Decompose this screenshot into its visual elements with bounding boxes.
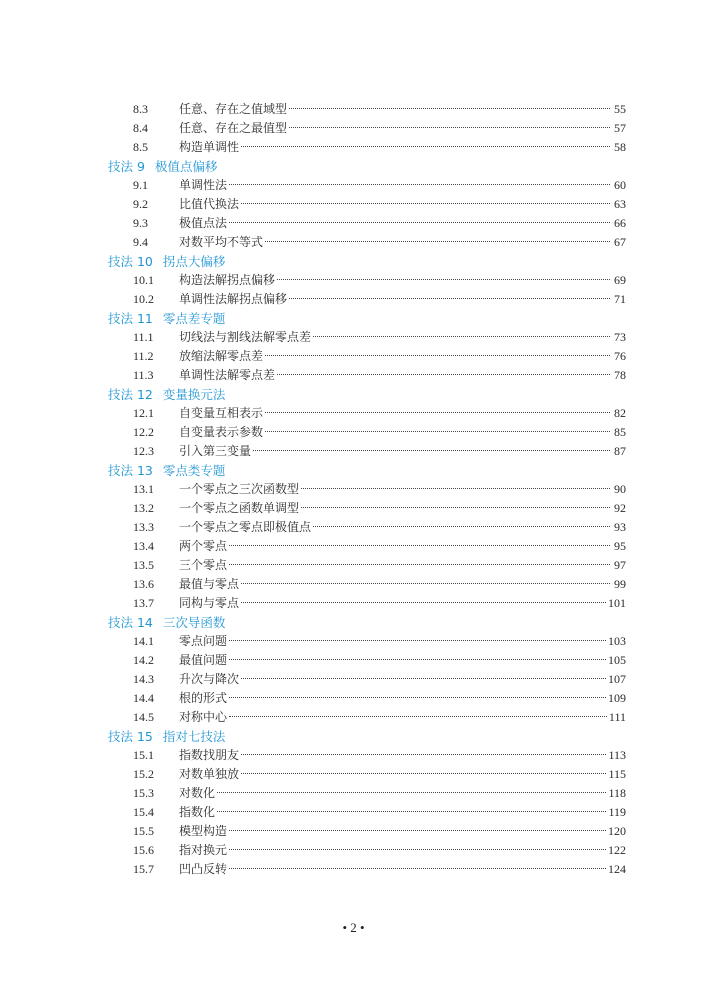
entry-title: 指对换元 [179,843,228,857]
dot-leader [217,811,606,812]
entry-title: 任意、存在之最值型 [179,121,288,135]
entry-page-number: 90 [614,482,626,496]
section-title: 变量换元法 [162,387,226,402]
section-title: 三次导函数 [162,615,226,630]
dot-leader [277,279,610,280]
entry-page-number: 85 [614,425,626,439]
entry-page-number: 95 [614,539,626,553]
entry-number: 12.3 [133,444,154,458]
entry-number: 15.7 [133,862,154,876]
section-title: 指对七技法 [162,729,226,744]
entry-number: 13.1 [133,482,154,496]
entry-number: 9.4 [133,235,148,249]
entry-title: 比值代换法 [179,197,240,211]
dot-leader [289,108,610,109]
toc-entry [108,100,626,119]
table-of-contents [108,100,626,879]
toc-entry [108,746,626,765]
entry-title: 凹凸反转 [179,862,228,876]
entry-title: 单调性法解拐点偏移 [179,292,288,306]
entry-page-number: 107 [608,672,626,686]
entry-page-number: 118 [608,786,626,800]
entry-title: 自变量互相表示 [179,406,264,420]
entry-title: 切线法与割线法解零点差 [179,330,312,344]
dot-leader [241,602,606,603]
dot-leader [229,716,607,717]
entry-number: 14.1 [133,634,154,648]
toc-entry [108,860,626,879]
toc-entry [108,480,626,499]
entry-page-number: 124 [608,862,626,876]
dot-leader [229,222,610,223]
entry-number: 13.7 [133,596,154,610]
entry-title: 三个零点 [179,558,228,572]
toc-entry [108,670,626,689]
toc-entry [108,499,626,518]
section-label: 技法 14 [108,615,153,630]
toc-entry [108,822,626,841]
toc-entry [108,176,626,195]
entry-page-number: 63 [614,197,626,211]
entry-page-number: 66 [614,216,626,230]
entry-page-number: 78 [614,368,626,382]
entry-title: 一个零点之三次函数型 [179,482,300,496]
dot-leader [229,184,610,185]
entry-page-number: 60 [614,178,626,192]
section-label: 技法 15 [108,729,153,744]
dot-leader [241,754,606,755]
entry-title: 单调性法 [179,178,228,192]
entry-title: 最值问题 [179,653,228,667]
entry-number: 15.1 [133,748,154,762]
entry-number: 15.6 [133,843,154,857]
entry-title: 零点问题 [179,634,228,648]
toc-entry [108,708,626,727]
toc-section-heading [108,727,626,746]
entry-title: 放缩法解零点差 [179,349,264,363]
entry-page-number: 99 [614,577,626,591]
entry-title: 极值点法 [179,216,228,230]
toc-section-heading [108,385,626,404]
entry-page-number: 122 [608,843,626,857]
entry-page-number: 87 [614,444,626,458]
entry-title: 一个零点之函数单调型 [179,501,300,515]
entry-title: 升次与降次 [179,672,240,686]
page-footer-number: • 2 • [342,920,365,935]
toc-entry [108,689,626,708]
toc-entry [108,784,626,803]
dot-leader [289,127,610,128]
section-title: 零点差专题 [162,311,226,326]
dot-leader [229,868,606,869]
entry-title: 构造单调性 [179,140,240,154]
entry-number: 13.3 [133,520,154,534]
section-label: 技法 12 [108,387,153,402]
toc-entry [108,594,626,613]
entry-page-number: 97 [614,558,626,572]
entry-number: 14.3 [133,672,154,686]
toc-entry [108,347,626,366]
entry-page-number: 58 [614,140,626,154]
dot-leader [229,659,606,660]
toc-entry [108,423,626,442]
section-label: 技法 13 [108,463,153,478]
toc-entry [108,632,626,651]
dot-leader [265,431,610,432]
toc-section-heading [108,309,626,328]
entry-number: 9.3 [133,216,148,230]
toc-entry [108,290,626,309]
entry-number: 10.1 [133,273,154,287]
entry-title: 对数单独放 [179,767,240,781]
dot-leader [229,545,610,546]
entry-page-number: 115 [608,767,626,781]
entry-number: 8.4 [133,121,148,135]
toc-section-heading [108,157,626,176]
entry-title: 指数找朋友 [179,748,240,762]
entry-title: 指数化 [179,805,216,819]
entry-page-number: 67 [614,235,626,249]
entry-title: 构造法解拐点偏移 [179,273,276,287]
entry-number: 10.2 [133,292,154,306]
entry-page-number: 105 [608,653,626,667]
toc-entry [108,575,626,594]
entry-page-number: 111 [608,710,626,724]
toc-entry [108,138,626,157]
entry-page-number: 57 [614,121,626,135]
entry-number: 11.2 [133,349,154,363]
entry-number: 15.4 [133,805,154,819]
entry-number: 12.2 [133,425,154,439]
toc-entry [108,841,626,860]
dot-leader [241,203,610,204]
toc-entry [108,518,626,537]
entry-number: 14.2 [133,653,154,667]
entry-title: 同构与零点 [179,596,240,610]
entry-title: 两个零点 [179,539,228,553]
entry-number: 15.2 [133,767,154,781]
dot-leader [229,564,610,565]
toc-entry [108,537,626,556]
dot-leader [313,526,610,527]
entry-number: 9.2 [133,197,148,211]
dot-leader [313,336,610,337]
toc-entry [108,271,626,290]
dot-leader [229,640,606,641]
dot-leader [301,507,610,508]
dot-leader [265,241,610,242]
section-title: 极值点偏移 [154,159,218,174]
entry-number: 12.1 [133,406,154,420]
dot-leader [253,450,610,451]
toc-entry [108,556,626,575]
entry-title: 引入第三变量 [179,444,252,458]
entry-number: 13.5 [133,558,154,572]
entry-page-number: 113 [608,748,626,762]
entry-number: 14.5 [133,710,154,724]
entry-title: 自变量表示参数 [179,425,264,439]
toc-entry [108,366,626,385]
entry-page-number: 69 [614,273,626,287]
entry-number: 11.1 [133,330,154,344]
section-title: 拐点大偏移 [162,254,226,269]
entry-number: 14.4 [133,691,154,705]
entry-title: 最值与零点 [179,577,240,591]
entry-title: 根的形式 [179,691,228,705]
dot-leader [301,488,610,489]
toc-entry [108,328,626,347]
entry-page-number: 103 [608,634,626,648]
dot-leader [265,355,610,356]
entry-title: 对称中心 [179,710,228,724]
entry-page-number: 109 [608,691,626,705]
toc-section-heading [108,461,626,480]
dot-leader [241,583,610,584]
dot-leader [217,792,606,793]
entry-number: 11.3 [133,368,154,382]
entry-page-number: 73 [614,330,626,344]
toc-section-heading [108,252,626,271]
entry-title: 对数平均不等式 [179,235,264,249]
entry-number: 15.3 [133,786,154,800]
toc-entry [108,233,626,252]
entry-number: 13.2 [133,501,154,515]
section-label: 技法 11 [108,311,153,326]
dot-leader [229,849,606,850]
dot-leader [229,830,606,831]
entry-page-number: 92 [614,501,626,515]
section-label: 技法 9 [108,159,145,174]
dot-leader [241,146,610,147]
dot-leader [265,412,610,413]
entry-title: 单调性法解零点差 [179,368,276,382]
entry-page-number: 71 [614,292,626,306]
entry-page-number: 82 [614,406,626,420]
toc-entry [108,765,626,784]
toc-entry [108,119,626,138]
entry-page-number: 93 [614,520,626,534]
section-label: 技法 10 [108,254,153,269]
toc-section-heading [108,613,626,632]
entry-number: 8.3 [133,102,148,116]
toc-entry [108,404,626,423]
toc-entry [108,442,626,461]
entry-number: 13.4 [133,539,154,553]
entry-number: 8.5 [133,140,148,154]
toc-entry [108,651,626,670]
entry-title: 任意、存在之值域型 [179,102,288,116]
dot-leader [241,678,606,679]
toc-entry [108,195,626,214]
entry-title: 对数化 [179,786,216,800]
entry-page-number: 101 [608,596,626,610]
entry-page-number: 76 [614,349,626,363]
entry-number: 15.5 [133,824,154,838]
section-title: 零点类专题 [162,463,226,478]
toc-entry [108,214,626,233]
entry-page-number: 55 [614,102,626,116]
dot-leader [277,374,610,375]
entry-page-number: 119 [608,805,626,819]
dot-leader [289,298,610,299]
entry-title: 模型构造 [179,824,228,838]
entry-title: 一个零点之零点即极值点 [179,520,312,534]
toc-entry [108,803,626,822]
entry-number: 9.1 [133,178,148,192]
entry-page-number: 120 [608,824,626,838]
dot-leader [229,697,606,698]
entry-number: 13.6 [133,577,154,591]
dot-leader [241,773,606,774]
